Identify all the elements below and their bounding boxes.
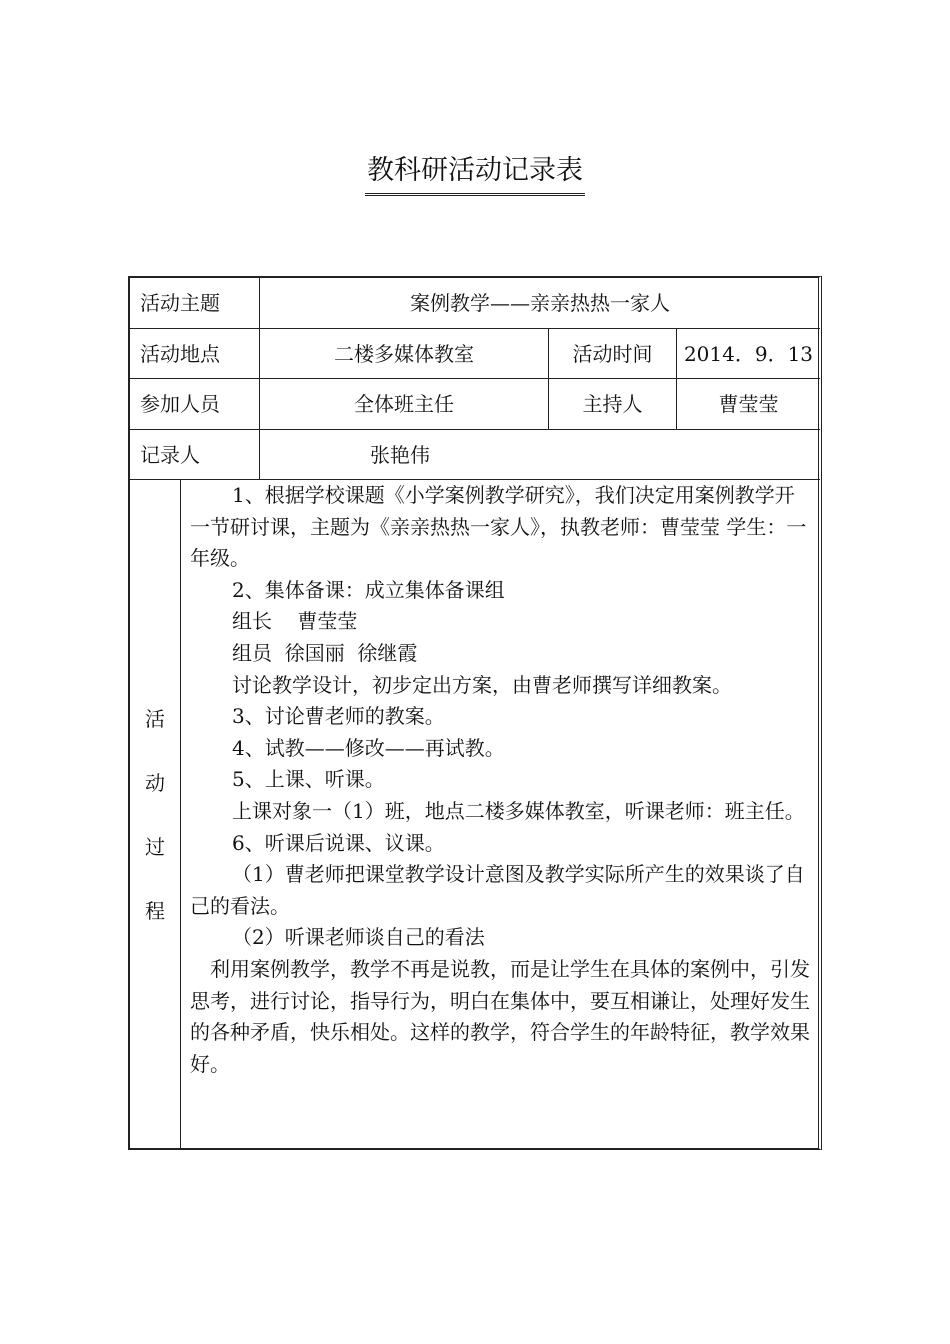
process-content [190, 480, 812, 1080]
activity-record-table [128, 276, 822, 1150]
process-paragraph: 组员 徐国丽 徐继霞 [232, 640, 418, 665]
host-value: 曹莹莹 [718, 392, 779, 416]
process-label-char: 程 [145, 899, 165, 923]
process-paragraph: （1）曹老师把课堂教学设计意图及教学实际所产生的效果谈了自己的看法。 [190, 862, 805, 918]
recorder-label: 记录人 [140, 442, 200, 467]
place-value: 二楼多媒体教室 [334, 341, 474, 366]
process-paragraph: 上课对象一（1）班，地点二楼多媒体教室，听课老师：班主任。 [232, 798, 805, 823]
host-label: 主持人 [582, 392, 643, 416]
process-paragraph: 1、根据学校课题《小学案例教学研究》，我们决定用案例教学开一节研讨课，主题为《亲亲热热一家人》，执教老师：曹莹莹 学生：一年级。 [190, 483, 807, 571]
time-label: 活动时间 [572, 341, 653, 366]
process-paragraph: 4、试教——修改——再试教。 [232, 735, 505, 760]
process-paragraph: 讨论教学设计，初步定出方案，由曹老师撰写详细教案。 [232, 672, 732, 697]
process-paragraph: 组长 曹莹莹 [232, 609, 358, 634]
process-paragraph: 2、集体备课：成立集体备课组 [232, 577, 505, 602]
process-paragraph: 5、上课、听课。 [232, 767, 385, 792]
place-label: 活动地点 [140, 341, 220, 366]
process-label-char: 过 [145, 835, 165, 859]
participants-label: 参加人员 [140, 392, 220, 416]
process-label-char: 活 [145, 707, 165, 731]
recorder-value: 张艳伟 [370, 442, 430, 467]
process-paragraph: （2）听课老师谈自己的看法 [232, 925, 485, 950]
topic-label: 活动主题 [140, 291, 220, 315]
process-paragraph: 6、听课后说课、议课。 [232, 830, 445, 855]
process-paragraph: 3、讨论曹老师的教案。 [232, 704, 445, 729]
process-label [130, 480, 180, 1150]
topic-value: 案例教学——亲亲热热一家人 [410, 291, 670, 315]
column-divider [180, 479, 181, 1150]
process-paragraph: 利用案例教学，教学不再是说教，而是让学生在具体的案例中，引发思考，进行讨论，指导行为，明白在集体中，要互相谦让，处理好发生的各种矛盾，快乐相处。这样的教学，符合学生的年龄特征，教学效果好。 [190, 956, 810, 1076]
process-label-char: 动 [145, 771, 165, 795]
participants-value: 全体班主任 [354, 392, 454, 416]
time-value: 2014．9．13 [683, 341, 814, 366]
document-title [0, 148, 950, 196]
document-title-text: 教科研活动记录表 [365, 148, 585, 196]
